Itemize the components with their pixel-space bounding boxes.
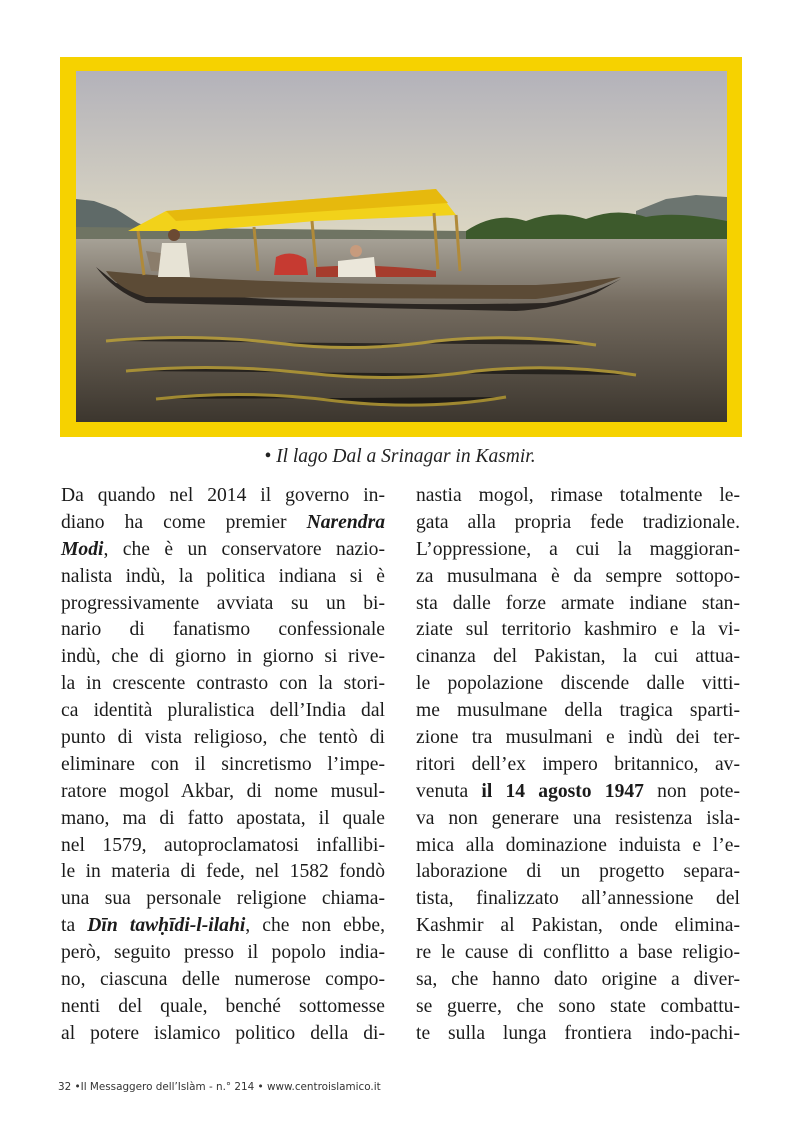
text-line [416,833,740,860]
text-line [61,564,385,591]
text-line [416,967,740,994]
text-run: me musulmane della tragica sparti- [416,700,740,722]
article-column-left [61,483,385,1048]
text-line [416,886,740,913]
text-run: le popolazione discende dalle vitti- [416,673,740,695]
text-line [416,913,740,940]
text-run: mano, ma di fatto apostata, il quale [61,807,385,829]
text-run: L’oppressione, a cui la maggioran- [416,538,740,560]
text-line [61,833,385,860]
photo-caption [0,446,800,468]
text-line [61,698,385,725]
text-line [416,806,740,833]
text-line [416,698,740,725]
article-column-right [416,483,740,1048]
text-run: ta [61,915,88,937]
text-run: laborazione di un progetto separa- [416,861,740,883]
emphasis-text: Narendra [306,511,385,533]
text-run: , che non ebbe, [245,915,385,937]
text-run: za musulmana è da sempre sottopo- [416,565,740,587]
text-run: se guerre, che sono state combattu- [416,995,740,1017]
text-run: eliminare con il sincretismo l’impe- [61,753,385,775]
text-run: va non generare una resistenza isla- [416,807,740,829]
text-run: nario di fanatismo confessionale [61,619,385,641]
text-line [61,617,385,644]
text-line [416,564,740,591]
caption-text: lago Dal a Srinagar in Kasmir. [288,446,536,467]
text-run: indù, che di giorno in giorno si rive- [61,646,385,668]
text-line [416,779,740,806]
text-line [61,967,385,994]
text-line [416,725,740,752]
text-run: punto di vista religioso, che tentò di [61,727,385,749]
photo-frame [60,57,742,437]
bold-text: il 14 agosto 1947 [481,780,644,802]
text-run: cinanza del Pakistan, la cui attua- [416,646,740,668]
text-line [61,913,385,940]
boat-on-lake-image [76,71,727,422]
text-run: sta dalle forze armate indiane stan- [416,592,740,614]
text-run: no, ciascuna delle numerose compo- [61,969,385,991]
text-run: però, seguito presso il popolo india- [61,942,385,964]
text-run: ratore mogol Akbar, di nome musul- [61,780,385,802]
text-line [416,591,740,618]
text-line [61,725,385,752]
text-run: al potere islamico politico della di- [61,1022,385,1044]
text-line [61,779,385,806]
text-run: progressivamente avviata su un bi- [61,592,385,614]
text-line [61,1021,385,1048]
text-run: Da quando nel 2014 il governo in- [61,485,385,506]
text-run: venuta [416,780,482,802]
lake-photo [76,71,727,422]
caption-prefix: Il [276,446,289,467]
text-line [61,859,385,886]
text-run: la in crescente contrasto con la stori- [61,673,385,695]
emphasis-text: Dīn tawḥīdi-l-ilahi [87,915,246,937]
text-line [416,644,740,671]
text-line [416,617,740,644]
text-line [61,940,385,967]
text-line [61,537,385,564]
text-line [61,483,385,510]
text-run: nastia mogol, rimase totalmente le- [416,485,740,506]
text-run: sa, che hanno dato origine a diver- [416,969,740,991]
text-run: ca identità pluralistica dell’India dal [61,700,385,722]
text-run: tista, finalizzato all’annessione del [416,888,740,910]
text-run: una sua personale religione chiama- [61,888,385,910]
text-line [61,886,385,913]
text-run: Kashmir al Pakistan, onde elimina- [416,915,740,937]
text-line [416,859,740,886]
text-line [61,806,385,833]
text-run: non pote- [643,780,740,802]
text-run: nel 1579, autoproclamatosi infallibi- [61,834,385,856]
text-run: te sulla lunga frontiera indo-pachi- [416,1022,740,1044]
text-run: nalista indù, la politica indiana si è [61,565,385,587]
text-line [416,994,740,1021]
page-footer: 32 •Il Messaggero dell’Islàm - n.° 214 • www.centroislamico.it [58,1081,381,1093]
text-line [416,940,740,967]
emphasis-text: Modi [61,538,104,560]
text-line [61,752,385,779]
text-run: gata alla propria fede tradizionale. [416,511,740,533]
text-line [416,483,740,510]
text-line [61,994,385,1021]
text-line [416,1021,740,1048]
text-line [416,671,740,698]
text-line [61,510,385,537]
text-line [61,644,385,671]
text-line [416,537,740,564]
text-run: le in materia di fede, nel 1582 fondò [61,861,385,883]
text-run: nenti del quale, benché sottomesse [61,995,385,1017]
text-line [61,591,385,618]
text-line [61,671,385,698]
text-run: re le cause di conflitto a base religio- [416,942,740,964]
caption-bullet: • [264,446,272,467]
text-line [416,510,740,537]
text-run: , che è un conservatore nazio- [103,538,385,560]
text-line [416,752,740,779]
text-run: mica alla dominazione induista e l’e- [416,834,740,856]
text-run: ziate sul territorio kashmiro e la vi- [416,619,740,641]
text-run: zione tra musulmani e indù dei ter- [416,727,740,749]
text-run: ritori dell’ex impero britannico, av- [416,753,740,775]
text-run: diano ha come premier [61,511,307,533]
